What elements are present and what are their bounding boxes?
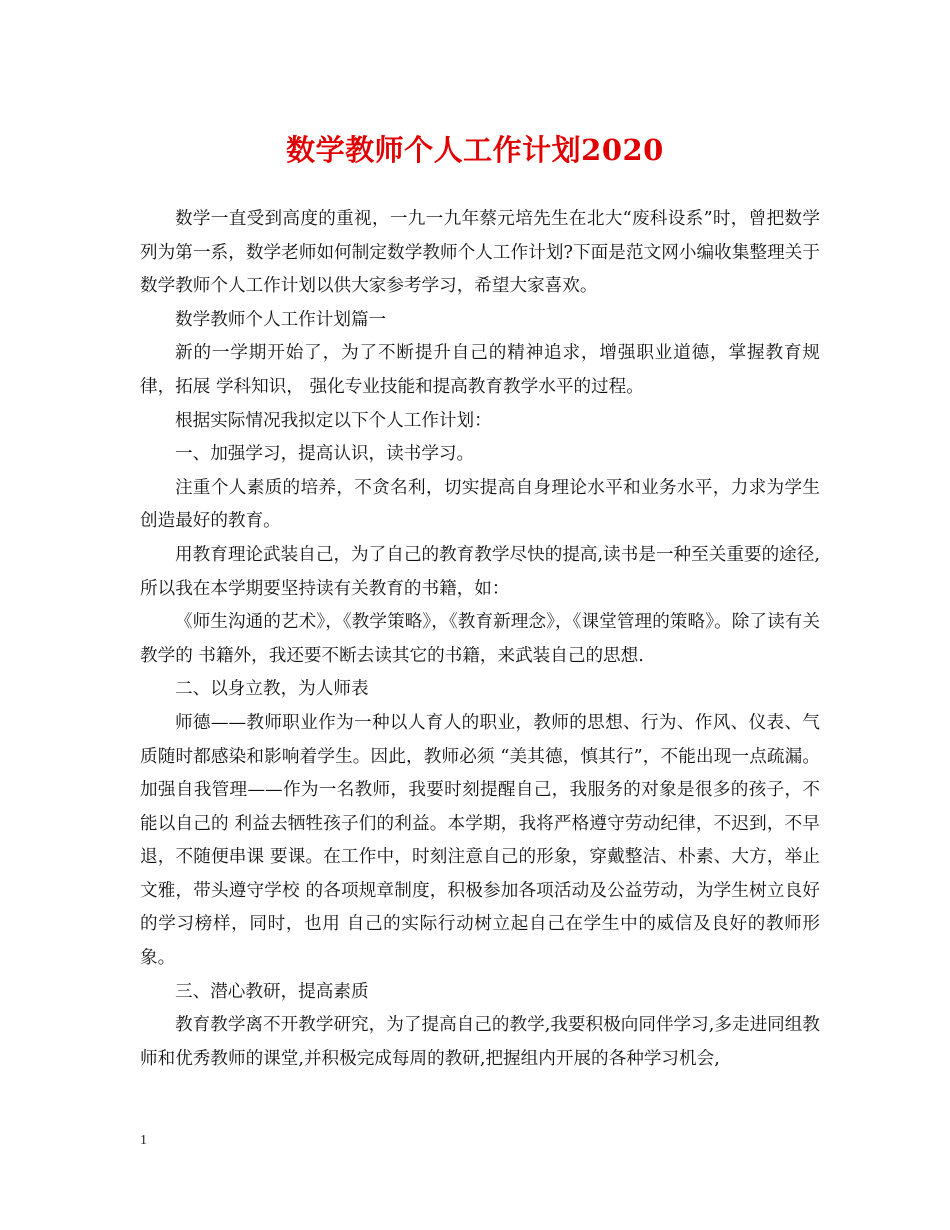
paragraph-heading-2: 二、以身立教，为人师表 [175,679,369,700]
document-title: 数学教师个人工作计划2020 [286,133,664,167]
paragraph: 注重个人素质的培养，不贪名利，切实提高自身理论水平和业务水平，力求为学生创造最好的教育。 [140,477,820,532]
page-number: 1 [140,1133,147,1148]
paragraph-heading-1: 一、加强学习，提高认识，读书学习。 [175,444,475,465]
paragraph: 新的一学期开始了，为了不断提升自己的精神追求，增强职业道德，掌握教育规律，拓展 学科知识， 强化专业技能和提高教育教学水平的过程。 [140,343,820,397]
paragraph-book-list: 《师生沟通的艺术》，《教学策略》，《教育新理念》，《课堂管理的策略》。除了读有关教学的 书籍外，我还要不断去读其它的书籍，来武装自己的思想. [140,612,820,666]
paragraph-intro: 数学一直受到高度的重视，一九一九年蔡元培先生在北大“废科设系”时，曾把数学列为第一系，数学老师如何制定数学教师个人工作计划?下面是范文网小编收集整理关于数学教师个人工作计划以供大家参考学习，希望大家喜欢。 [140,209,820,297]
paragraph: 用教育理论武装自己，为了自己的教育教学尽快的提高,读书是一种至关重要的途径,所以我在本学期要坚持读有关教育的书籍，如： [140,544,820,599]
paragraph-section-heading: 数学教师个人工作计划篇一 [175,309,387,330]
paragraph-heading-3: 三、潜心教研，提高素质 [175,981,369,1002]
paragraph: 教育教学离不开教学研究，为了提高自己的教学,我要积极向同伴学习,多走进同组教师和优秀教师的课堂,并积极完成每周的教研,把握组内开展的各种学习机会, [140,1015,820,1069]
paragraph: 根据实际情况我拟定以下个人工作计划： [175,410,492,431]
paragraph: 师德——教师职业作为一种以人育人的职业，教师的思想、行为、作风、仪表、气质随时都感染和影响着学生。因此，教师必须 “美其德，慎其行”，不能出现一点疏漏。加强自我管理——作为一名教师，我要时刻提醒自己，我服务的对象是很多的孩子，不能以自己的 利益去牺牲孩子们的利益。本学期，我将严格遵守劳动纪律，不迟到，不早退，不随便串课 要课。在工作中，时刻注意自己的形象，穿戴整洁、朴素、大方，举止文雅，带头遵守学校 的各项规章制度，积极参加各项活动及公益劳动，为学生树立良好的学习榜样，同时，也用 自己的实际行动树立起自己在学生中的威信及良好的教师形象。 [140,712,820,969]
document-body [140,203,820,1076]
